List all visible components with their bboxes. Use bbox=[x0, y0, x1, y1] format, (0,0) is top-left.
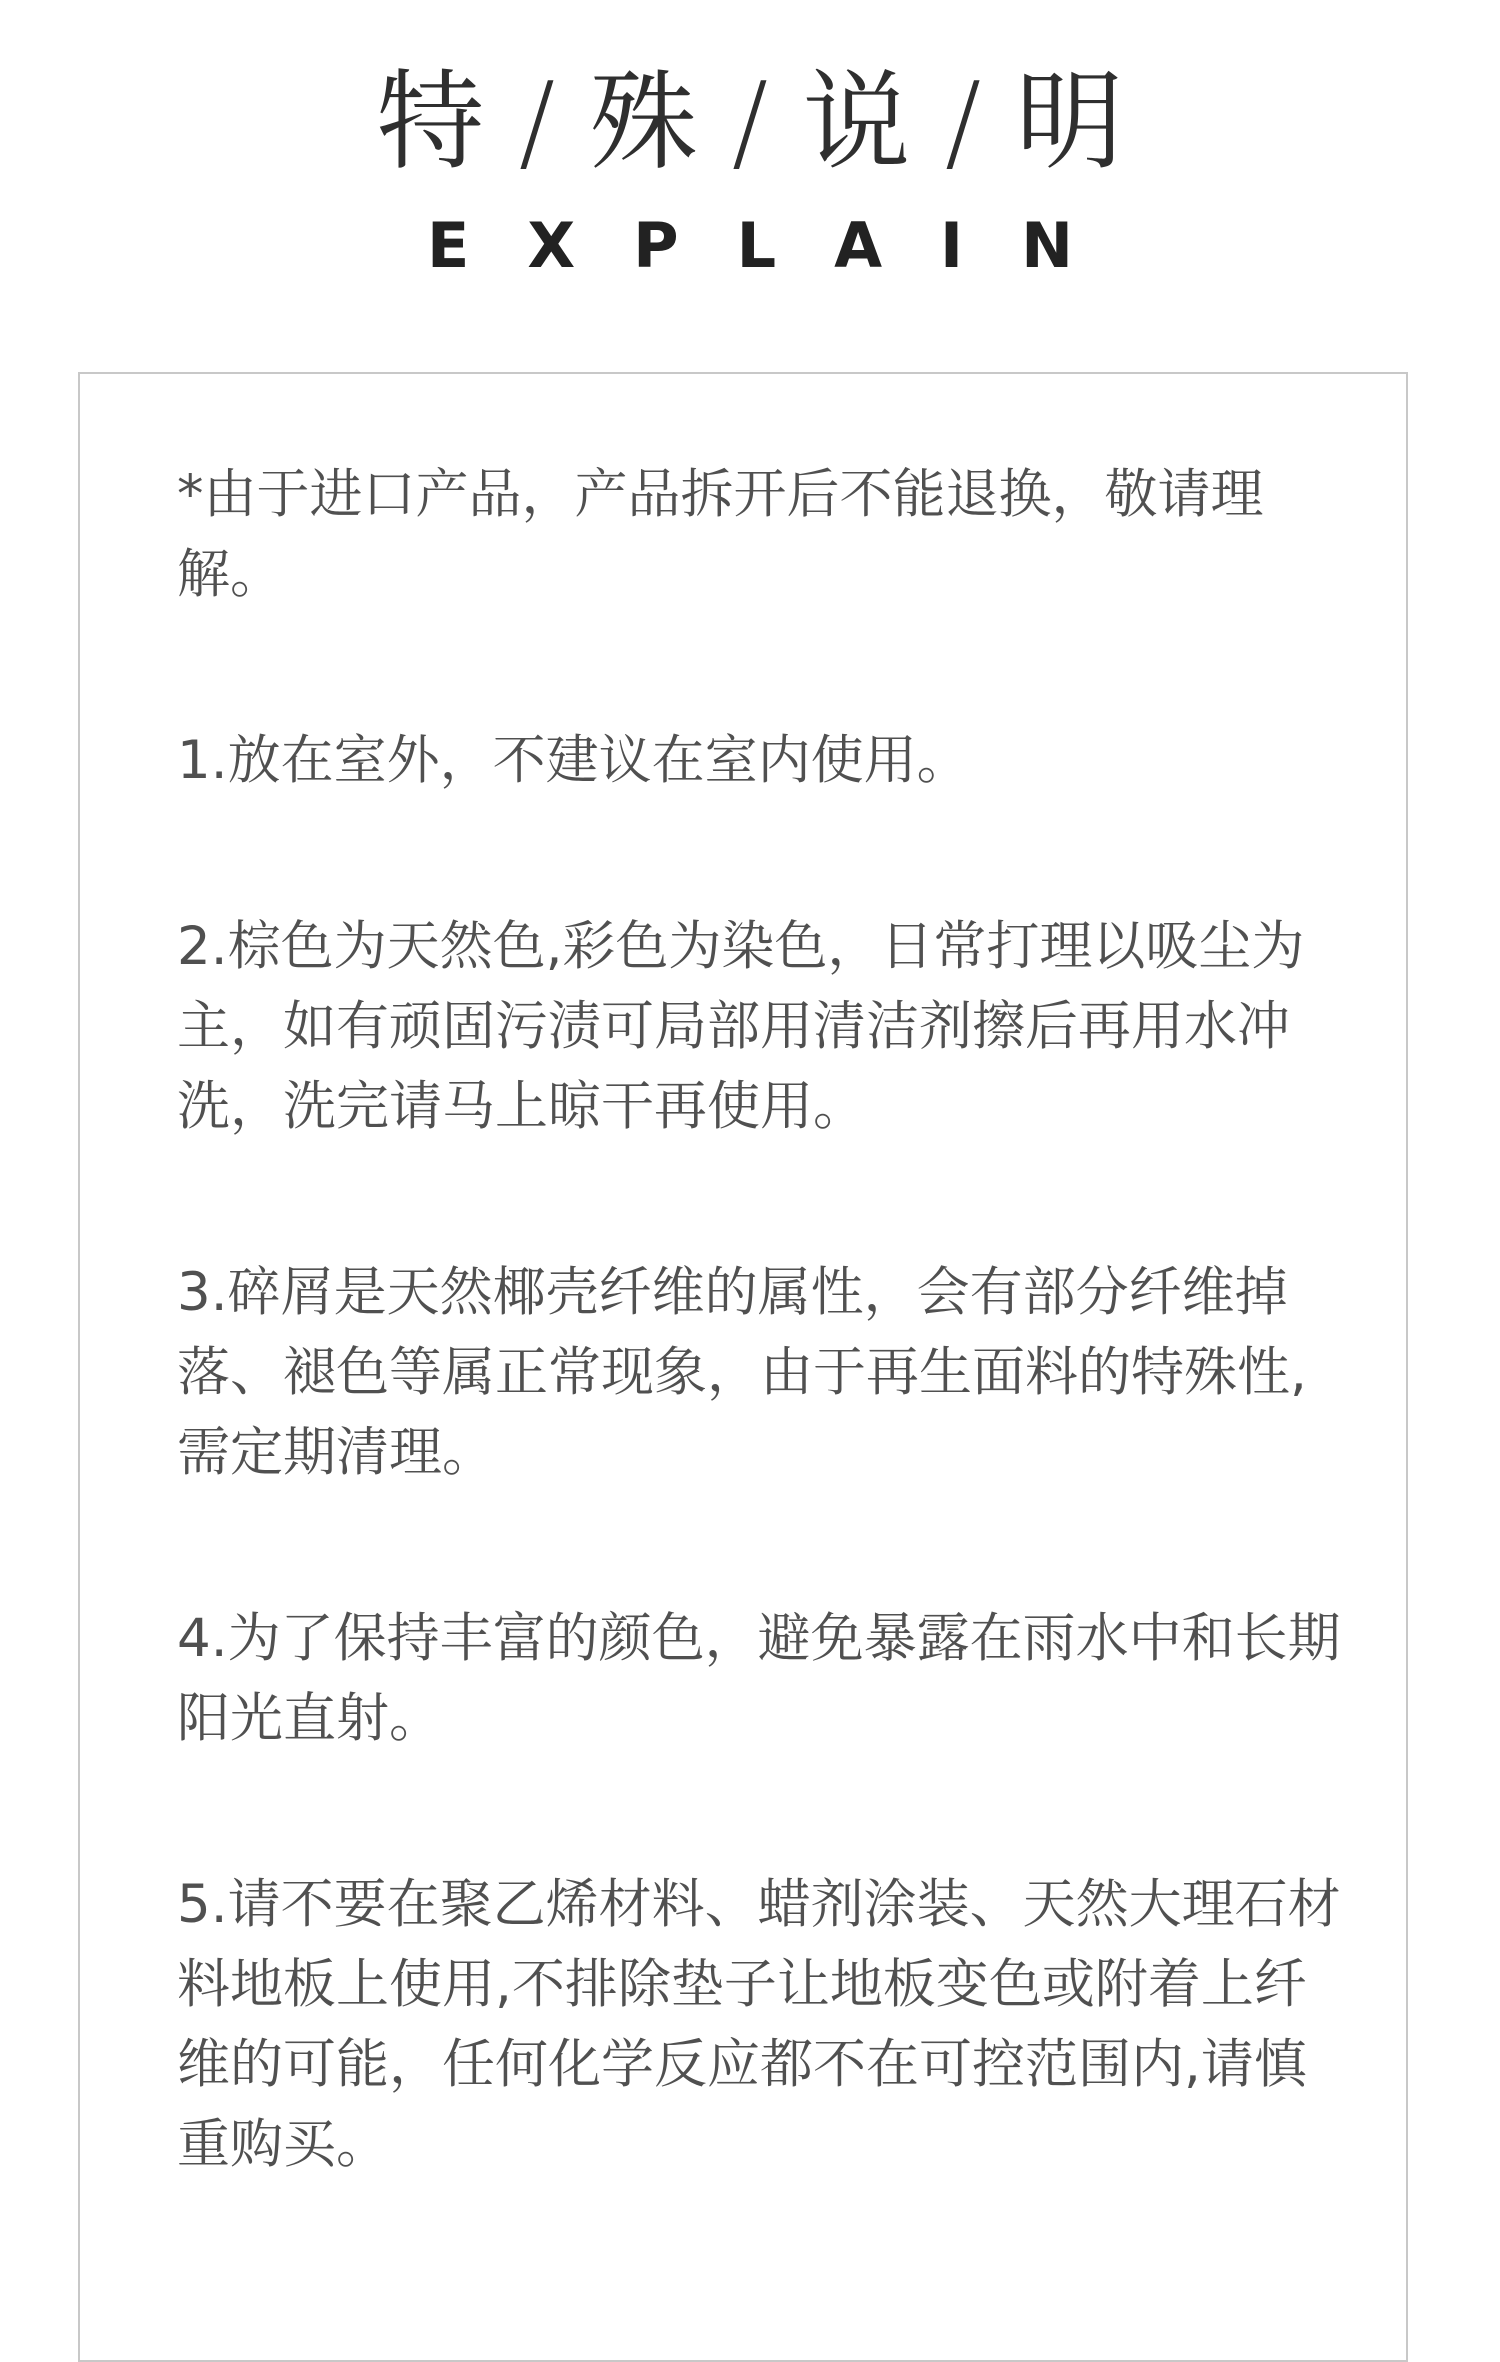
notice-item-return-policy: *由于进口产品，产品拆开后不能退换，敬请理解。 bbox=[177, 464, 1264, 605]
notice-item-cleaning: 2.棕色为天然色,彩色为染色，日常打理以吸尘为主，如有顽固污渍可局部用清洁剂擦后再用水冲洗，洗完请马上晾干再使用。 bbox=[177, 916, 1305, 1137]
page-subtitle: EXPLAIN bbox=[426, 209, 1132, 282]
notice-item-outdoor-use: 1.放在室外，不建议在室内使用。 bbox=[177, 730, 970, 791]
notice-item-fiber-shedding: 3.碎屑是天然椰壳纤维的属性，会有部分纤维掉落、褪色等属正常现象，由于再生面料的特殊性,需定期清理。 bbox=[177, 1262, 1307, 1483]
notice-item-sun-rain: 4.为了保持丰富的颜色，避免暴露在雨水中和长期阳光直射。 bbox=[177, 1608, 1341, 1749]
notice-item-floor-warning: 5.请不要在聚乙烯材料、蜡剂涂装、天然大理石材料地板上使用,不排除垫子让地板变色或附着上纤维的可能，任何化学反应都不在可控范围内,请慎重购买。 bbox=[177, 1874, 1341, 2175]
page-title: 特 / 殊 / 说 / 明 bbox=[376, 60, 1124, 185]
notice-list bbox=[177, 455, 1352, 2185]
